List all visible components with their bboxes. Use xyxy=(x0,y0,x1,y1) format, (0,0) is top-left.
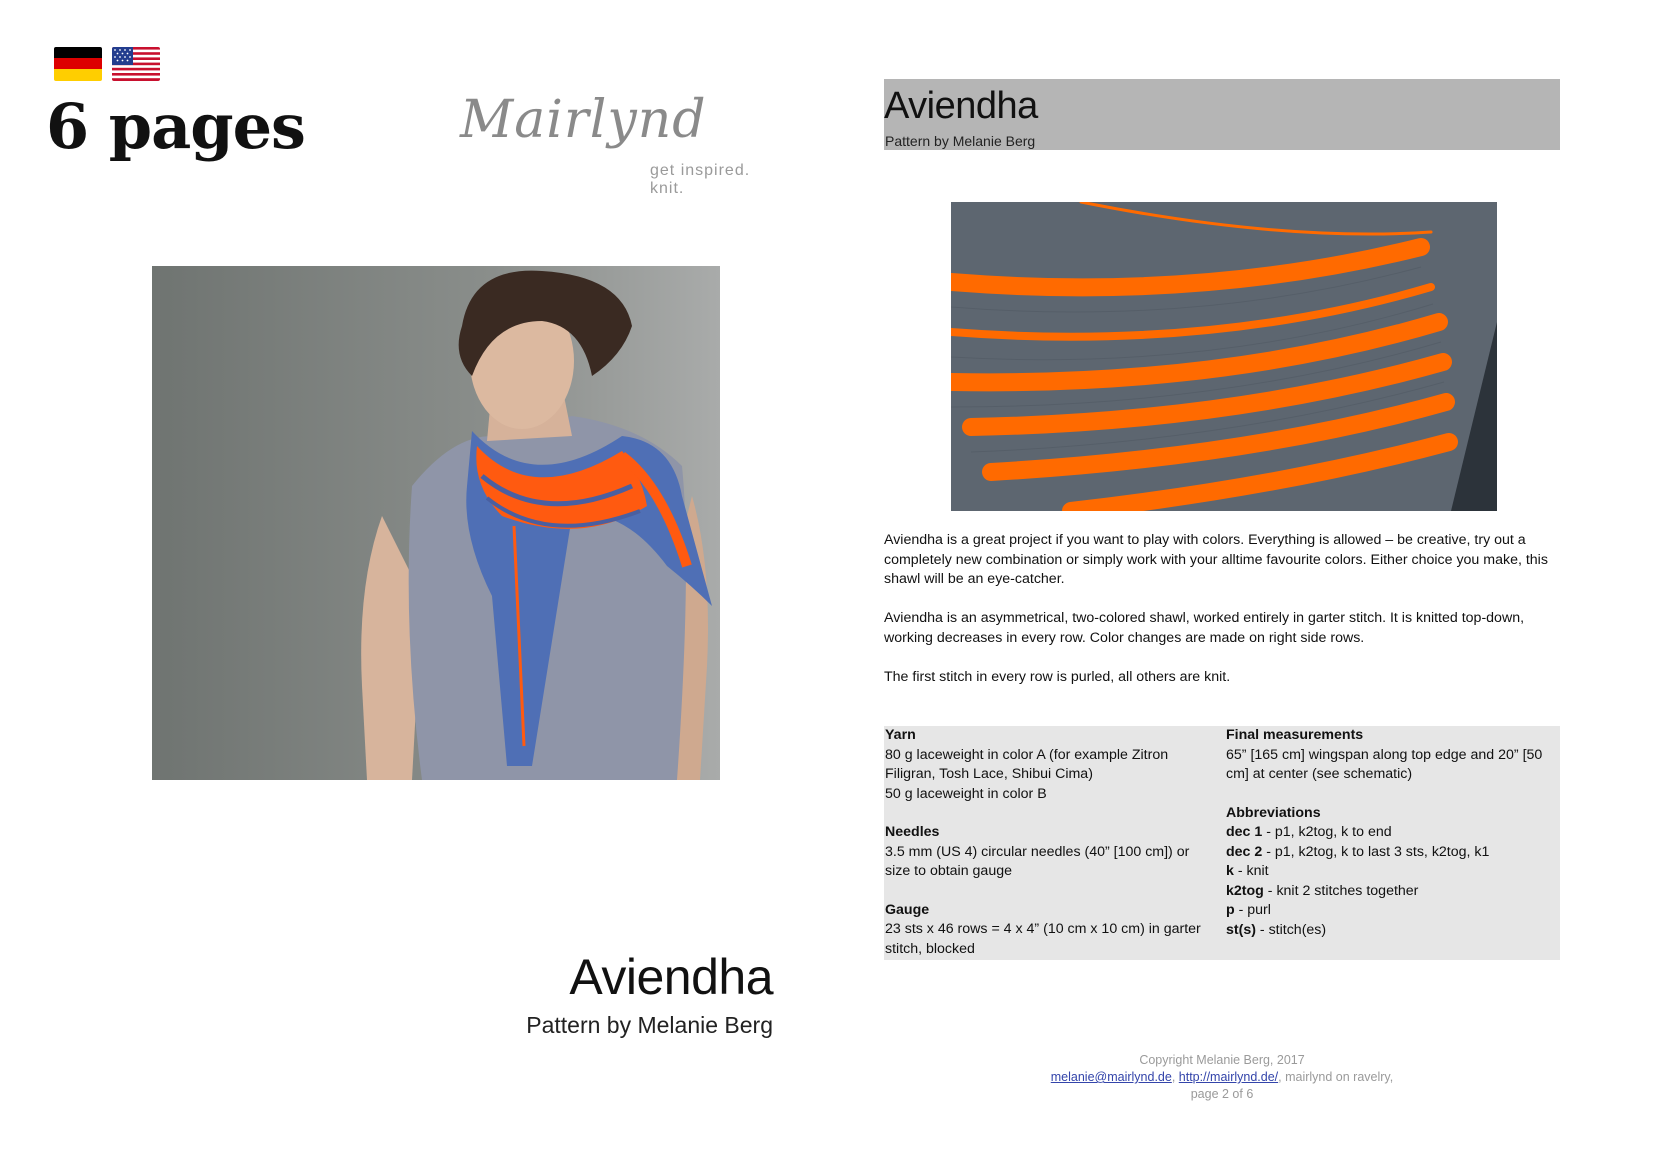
info-column-left xyxy=(885,726,1205,959)
pattern-author: Pattern by Melanie Berg xyxy=(885,133,1036,149)
page-number: page 2 of 6 xyxy=(1190,1087,1254,1101)
logo-script-text: Mairlynd xyxy=(460,90,707,150)
intro-paragraph: Aviendha is a great project if you want to play with colors. Everything is allowed – be creative, try out a completely new combination or simply work with your alltime favourite colors. Either choice you make, this shawl will be an eye-catcher. xyxy=(884,532,1548,587)
pattern-title: Aviendha xyxy=(884,85,1038,127)
contact-line: melanie@mairlynd.de, http://mairlynd.de/, mairlynd on ravelry, xyxy=(1050,1070,1394,1084)
measurements-text: 65” [165 cm] wingspan along top edge and 20” [50 cm] at center (see schematic) xyxy=(1226,746,1543,782)
us-flag-icon[interactable] xyxy=(112,47,160,81)
abbreviation-item: k2tog - knit 2 stitches together xyxy=(1226,882,1419,899)
needles-text: 3.5 mm (US 4) circular needles (40” [100 cm]) or size to obtain gauge xyxy=(885,843,1190,879)
page-count-heading: 6 pages xyxy=(46,90,305,163)
copyright-line: Copyright Melanie Berg, 2017 xyxy=(1139,1053,1305,1067)
website-link[interactable]: http://mairlynd.de/ xyxy=(1178,1070,1279,1084)
abbreviation-item: k - knit xyxy=(1226,863,1269,879)
ravelry-text: , mairlynd on ravelry, xyxy=(1278,1070,1394,1084)
construction-paragraph: Aviendha is an asymmetrical, two-colored shawl, worked entirely in garter stitch. It is knitted top-down, working decreases in every row. Color changes are made on right side rows. xyxy=(884,610,1525,646)
gauge-text: 23 sts x 46 rows = 4 x 4” (10 cm x 10 cm) in garter stitch, blocked xyxy=(885,921,1201,957)
gauge-heading: Gauge xyxy=(885,901,930,918)
logo-tagline: get inspired. knit. xyxy=(650,162,751,197)
cover-title: Aviendha xyxy=(569,949,773,1005)
abbreviation-item: p - purl xyxy=(1226,902,1271,918)
abbreviations-heading: Abbreviations xyxy=(1226,804,1321,821)
cover-subtitle: Pattern by Melanie Berg xyxy=(526,1012,773,1038)
measurements-heading: Final measurements xyxy=(1226,727,1364,743)
german-flag-icon[interactable] xyxy=(54,47,102,81)
shawl-detail-photo xyxy=(951,202,1497,511)
stitch-paragraph: The first stitch in every row is purled, all others are knit. xyxy=(884,669,1231,685)
needles-heading: Needles xyxy=(885,824,940,840)
info-column-right xyxy=(1226,726,1556,940)
email-link[interactable]: melanie@mairlynd.de xyxy=(1050,1070,1172,1084)
yarn-line: 80 g laceweight in color A (for example Zitron Filigran, Tosh Lace, Shibui Cima) xyxy=(885,746,1169,782)
mairlynd-logo xyxy=(450,90,780,197)
yarn-heading: Yarn xyxy=(885,727,916,743)
abbreviation-item: st(s) - stitch(es) xyxy=(1226,921,1327,938)
cover-photo xyxy=(152,266,720,780)
abbreviation-item: dec 1 - p1, k2tog, k to end xyxy=(1226,824,1392,840)
abbreviation-item: dec 2 - p1, k2tog, k to last 3 sts, k2tog, k1 xyxy=(1226,843,1490,860)
pattern-header-bar xyxy=(884,79,1560,150)
yarn-line: 50 g laceweight in color B xyxy=(885,785,1047,802)
pattern-info-box xyxy=(884,726,1560,960)
